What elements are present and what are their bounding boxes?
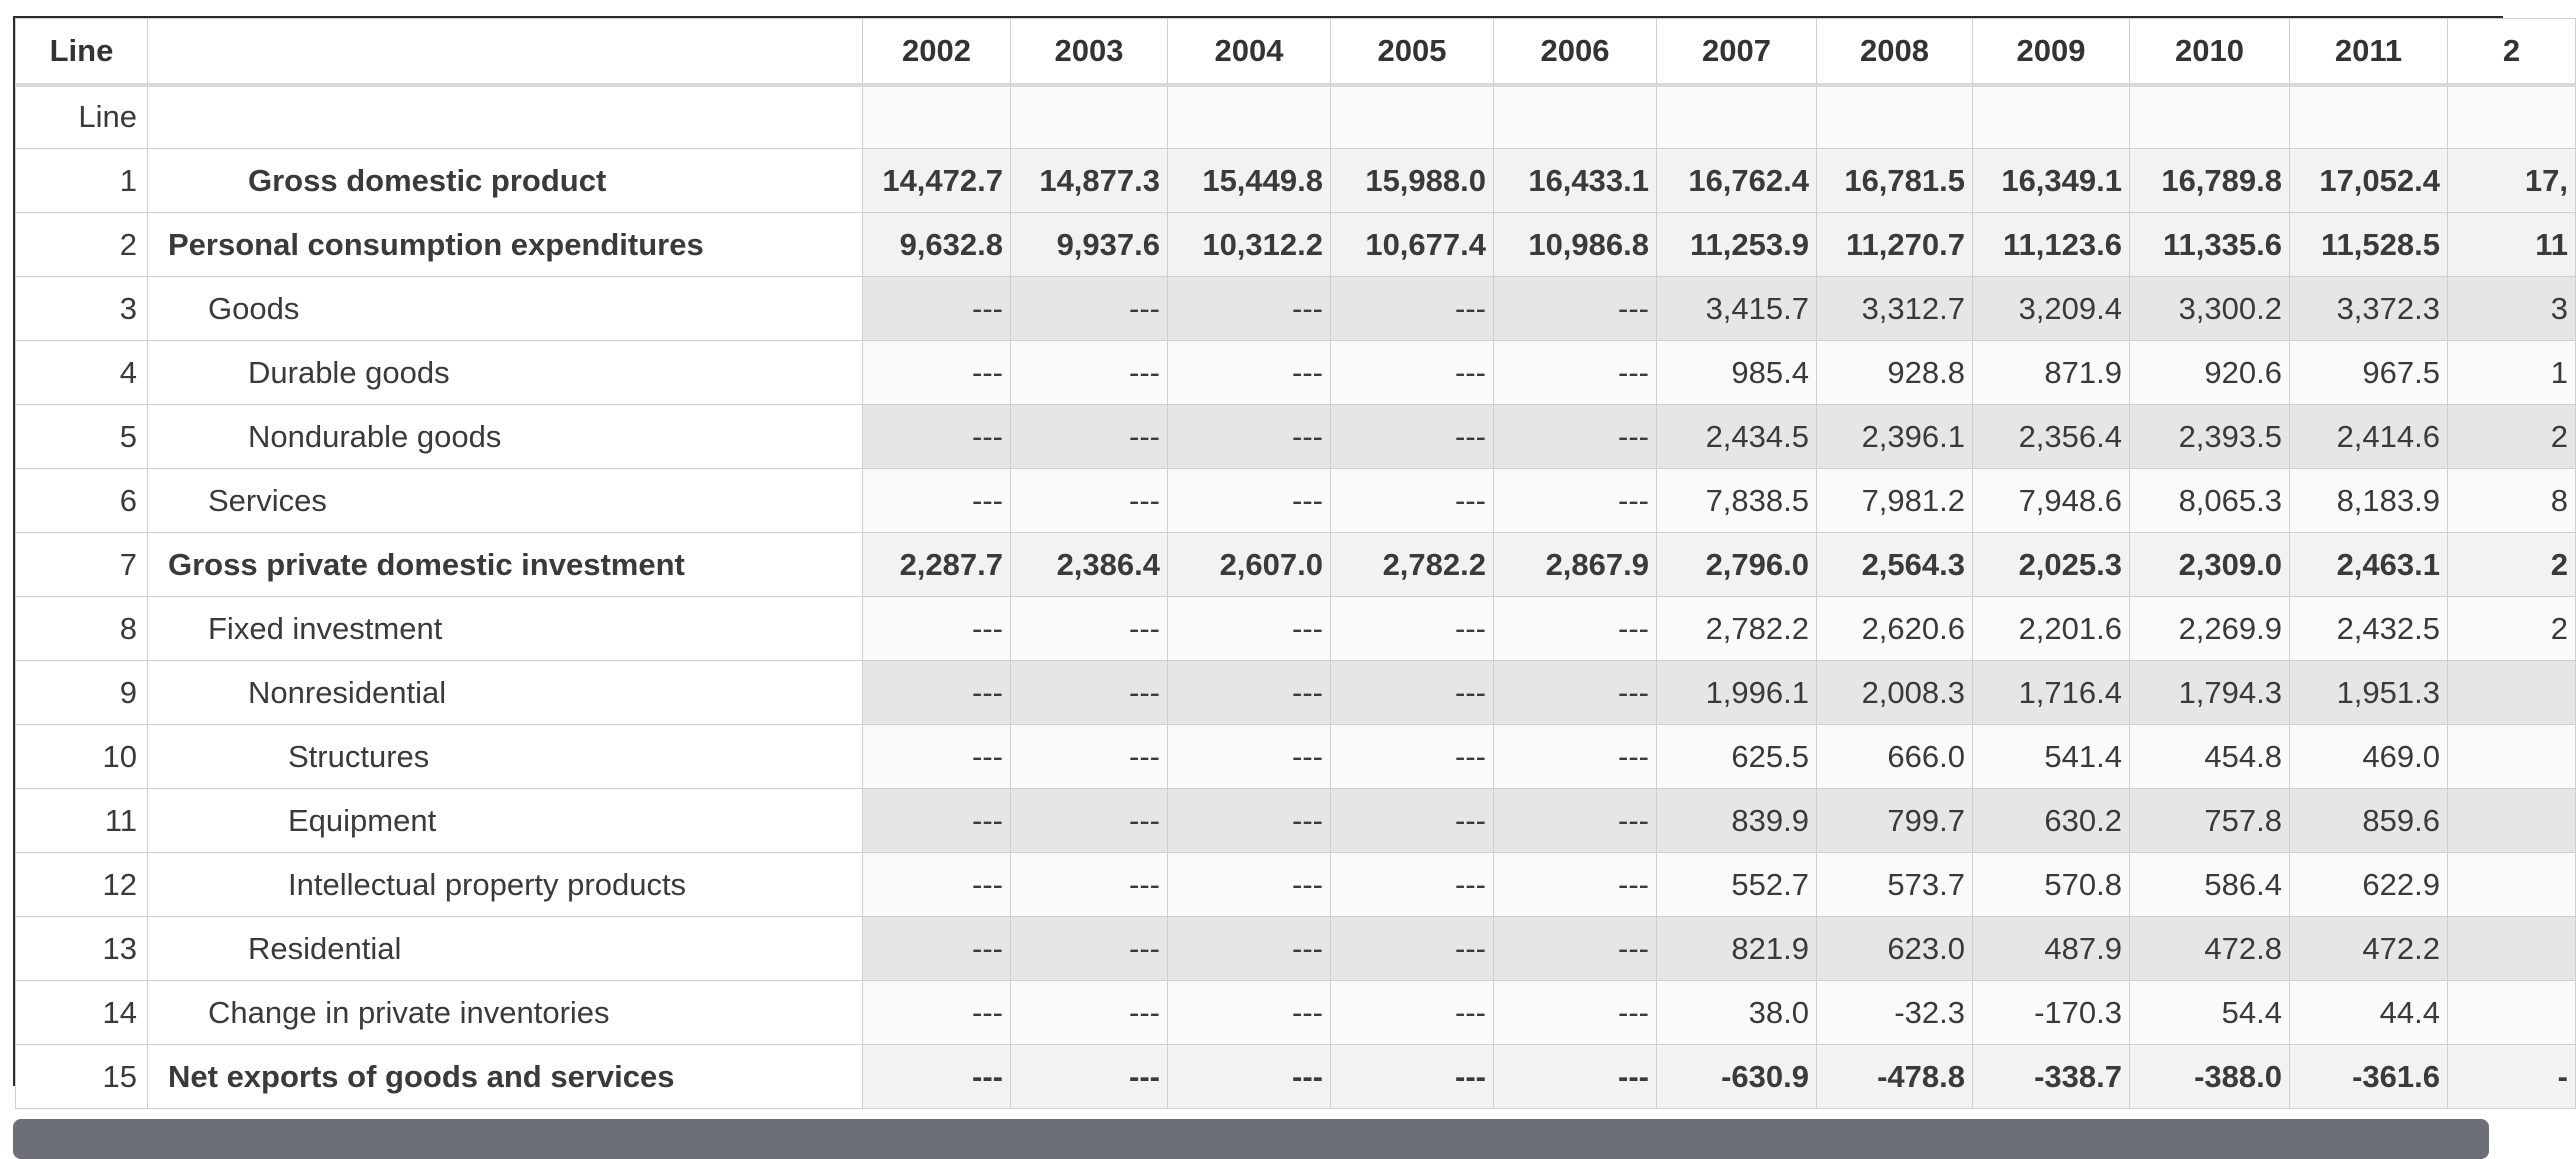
value-cell: --- [1494, 853, 1657, 917]
row-label-cell: Structures [148, 725, 863, 789]
value-cell: 472.8 [2130, 917, 2290, 981]
line-number-cell: 4 [16, 341, 148, 405]
value-cell: --- [1331, 405, 1494, 469]
value-cell: --- [1331, 853, 1494, 917]
value-cell: --- [1011, 277, 1168, 341]
line-number-cell: 12 [16, 853, 148, 917]
value-cell: 2,867.9 [1494, 533, 1657, 597]
value-cell: 1,996.1 [1657, 661, 1817, 725]
table-header [16, 19, 2576, 85]
value-cell: 2 [2448, 533, 2576, 597]
value-cell: 2,463.1 [2290, 533, 2448, 597]
value-cell: 9,937.6 [1011, 213, 1168, 277]
value-cell: 2,796.0 [1657, 533, 1817, 597]
value-cell [2448, 981, 2576, 1045]
value-cell: 8,183.9 [2290, 469, 2448, 533]
column-header-year[interactable]: 2004 [1168, 19, 1331, 85]
table-row [16, 853, 2576, 917]
value-cell: 2,386.4 [1011, 533, 1168, 597]
table-row [16, 789, 2576, 853]
table-viewport[interactable] [13, 16, 2568, 1094]
value-cell: --- [1494, 661, 1657, 725]
value-cell: --- [863, 341, 1011, 405]
column-header-description[interactable] [148, 19, 863, 85]
row-label-cell: Equipment [148, 789, 863, 853]
value-cell: -32.3 [1817, 981, 1973, 1045]
value-cell: --- [1011, 405, 1168, 469]
line-number-cell: 1 [16, 149, 148, 213]
value-cell: 757.8 [2130, 789, 2290, 853]
value-cell: 8 [2448, 469, 2576, 533]
value-cell: 2,414.6 [2290, 405, 2448, 469]
value-cell: 7,948.6 [1973, 469, 2130, 533]
table-row [16, 725, 2576, 789]
column-header-year[interactable]: 2006 [1494, 19, 1657, 85]
value-cell: 10,986.8 [1494, 213, 1657, 277]
data-table [15, 18, 2576, 1109]
value-cell: 541.4 [1973, 725, 2130, 789]
value-cell: --- [1331, 661, 1494, 725]
value-cell: 7,981.2 [1817, 469, 1973, 533]
value-cell [2448, 853, 2576, 917]
value-cell: 14,877.3 [1011, 149, 1168, 213]
value-cell [2448, 917, 2576, 981]
value-cell: --- [1011, 917, 1168, 981]
value-cell: 9,632.8 [863, 213, 1011, 277]
value-cell [2130, 85, 2290, 149]
value-cell: 1,794.3 [2130, 661, 2290, 725]
value-cell: --- [1168, 277, 1331, 341]
value-cell: --- [863, 661, 1011, 725]
row-label-cell: Gross private domestic investment [148, 533, 863, 597]
table-row [16, 1045, 2576, 1109]
horizontal-scrollbar[interactable] [13, 1119, 2489, 1159]
line-number-cell: 11 [16, 789, 148, 853]
value-cell [1973, 85, 2130, 149]
value-cell: 3,209.4 [1973, 277, 2130, 341]
column-header-year[interactable]: 2005 [1331, 19, 1494, 85]
value-cell: 54.4 [2130, 981, 2290, 1045]
value-cell: 920.6 [2130, 341, 2290, 405]
value-cell: --- [1011, 853, 1168, 917]
column-header-year[interactable]: 2007 [1657, 19, 1817, 85]
value-cell: --- [1168, 597, 1331, 661]
value-cell: --- [1331, 469, 1494, 533]
value-cell: --- [1331, 1045, 1494, 1109]
value-cell: 799.7 [1817, 789, 1973, 853]
value-cell: 17, [2448, 149, 2576, 213]
value-cell: 487.9 [1973, 917, 2130, 981]
value-cell: 928.8 [1817, 341, 1973, 405]
value-cell: --- [1011, 469, 1168, 533]
column-header-line[interactable]: Line [16, 19, 148, 85]
value-cell: --- [1494, 405, 1657, 469]
value-cell: --- [1168, 341, 1331, 405]
row-label-cell: Personal consumption expenditures [148, 213, 863, 277]
value-cell: --- [863, 1045, 1011, 1109]
value-cell: 666.0 [1817, 725, 1973, 789]
column-header-year[interactable]: 2002 [863, 19, 1011, 85]
table-row [16, 533, 2576, 597]
table-row [16, 597, 2576, 661]
line-number-cell: 13 [16, 917, 148, 981]
value-cell: 16,433.1 [1494, 149, 1657, 213]
value-cell: 2 [2448, 405, 2576, 469]
row-label-cell: Fixed investment [148, 597, 863, 661]
value-cell: 2,008.3 [1817, 661, 1973, 725]
value-cell: 11,528.5 [2290, 213, 2448, 277]
row-label-cell: Nondurable goods [148, 405, 863, 469]
value-cell: 2,396.1 [1817, 405, 1973, 469]
value-cell: --- [1168, 661, 1331, 725]
value-cell [2448, 661, 2576, 725]
value-cell: -170.3 [1973, 981, 2130, 1045]
value-cell: 3,300.2 [2130, 277, 2290, 341]
value-cell: 2,287.7 [863, 533, 1011, 597]
value-cell: --- [1168, 789, 1331, 853]
value-cell [2448, 789, 2576, 853]
row-label-cell: Services [148, 469, 863, 533]
line-number-cell: 9 [16, 661, 148, 725]
value-cell: 11,123.6 [1973, 213, 2130, 277]
value-cell: --- [1168, 981, 1331, 1045]
value-cell: --- [1168, 853, 1331, 917]
value-cell: --- [863, 981, 1011, 1045]
value-cell: 10,677.4 [1331, 213, 1494, 277]
line-number-cell: 7 [16, 533, 148, 597]
value-cell: 2,782.2 [1657, 597, 1817, 661]
value-cell: --- [1011, 1045, 1168, 1109]
value-cell: --- [1331, 789, 1494, 853]
value-cell: --- [1331, 981, 1494, 1045]
value-cell [1657, 85, 1817, 149]
value-cell: 2,607.0 [1168, 533, 1331, 597]
value-cell: 2,434.5 [1657, 405, 1817, 469]
value-cell: -630.9 [1657, 1045, 1817, 1109]
table-row [16, 469, 2576, 533]
value-cell: 630.2 [1973, 789, 2130, 853]
value-cell: 552.7 [1657, 853, 1817, 917]
value-cell [2290, 85, 2448, 149]
value-cell: --- [1011, 341, 1168, 405]
value-cell: --- [1011, 789, 1168, 853]
value-cell: 622.9 [2290, 853, 2448, 917]
row-label-cell: Nonresidential [148, 661, 863, 725]
table-row [16, 85, 2576, 149]
value-cell: -478.8 [1817, 1045, 1973, 1109]
line-number-cell: Line [16, 85, 148, 149]
value-cell: --- [1494, 341, 1657, 405]
value-cell: --- [1168, 917, 1331, 981]
value-cell: 14,472.7 [863, 149, 1011, 213]
value-cell: --- [1168, 725, 1331, 789]
value-cell: --- [1494, 277, 1657, 341]
value-cell: 1,951.3 [2290, 661, 2448, 725]
value-cell: 859.6 [2290, 789, 2448, 853]
value-cell: 44.4 [2290, 981, 2448, 1045]
line-number-cell: 10 [16, 725, 148, 789]
value-cell: 2,269.9 [2130, 597, 2290, 661]
value-cell: 586.4 [2130, 853, 2290, 917]
column-header-year[interactable]: 2009 [1973, 19, 2130, 85]
value-cell: 3,312.7 [1817, 277, 1973, 341]
value-cell: --- [1011, 981, 1168, 1045]
value-cell: 2,620.6 [1817, 597, 1973, 661]
value-cell: - [2448, 1045, 2576, 1109]
value-cell: --- [1011, 725, 1168, 789]
value-cell: 454.8 [2130, 725, 2290, 789]
value-cell: 8,065.3 [2130, 469, 2290, 533]
value-cell: 11,335.6 [2130, 213, 2290, 277]
value-cell: 1 [2448, 341, 2576, 405]
value-cell: 16,762.4 [1657, 149, 1817, 213]
table-row [16, 149, 2576, 213]
value-cell: 16,781.5 [1817, 149, 1973, 213]
header-row [16, 19, 2576, 85]
value-cell: 2,564.3 [1817, 533, 1973, 597]
value-cell: --- [1494, 1045, 1657, 1109]
value-cell: --- [1494, 917, 1657, 981]
value-cell: --- [1494, 789, 1657, 853]
line-number-cell: 5 [16, 405, 148, 469]
value-cell: 472.2 [2290, 917, 2448, 981]
value-cell [1817, 85, 1973, 149]
value-cell [2448, 725, 2576, 789]
table-body [16, 85, 2576, 1109]
line-number-cell: 14 [16, 981, 148, 1045]
value-cell [1168, 85, 1331, 149]
value-cell [1494, 85, 1657, 149]
value-cell: --- [1494, 597, 1657, 661]
value-cell: --- [1168, 469, 1331, 533]
value-cell: --- [1168, 405, 1331, 469]
row-label-cell: Change in private inventories [148, 981, 863, 1045]
row-label-cell: Net exports of goods and services [148, 1045, 863, 1109]
table-row [16, 405, 2576, 469]
value-cell: 2,025.3 [1973, 533, 2130, 597]
column-header-year[interactable]: 2003 [1011, 19, 1168, 85]
line-number-cell: 2 [16, 213, 148, 277]
value-cell: 967.5 [2290, 341, 2448, 405]
table-row [16, 917, 2576, 981]
column-header-year[interactable]: 2010 [2130, 19, 2290, 85]
value-cell: --- [1494, 981, 1657, 1045]
value-cell: --- [1494, 469, 1657, 533]
value-cell: -338.7 [1973, 1045, 2130, 1109]
value-cell: 2,309.0 [2130, 533, 2290, 597]
value-cell: --- [1168, 1045, 1331, 1109]
table-row [16, 981, 2576, 1045]
value-cell: -361.6 [2290, 1045, 2448, 1109]
value-cell: 821.9 [1657, 917, 1817, 981]
value-cell: 625.5 [1657, 725, 1817, 789]
value-cell: --- [1331, 725, 1494, 789]
value-cell: 2,201.6 [1973, 597, 2130, 661]
value-cell: --- [1011, 661, 1168, 725]
line-number-cell: 6 [16, 469, 148, 533]
value-cell: 3 [2448, 277, 2576, 341]
value-cell: 15,988.0 [1331, 149, 1494, 213]
value-cell: 2 [2448, 597, 2576, 661]
value-cell: --- [1494, 725, 1657, 789]
value-cell: 15,449.8 [1168, 149, 1331, 213]
value-cell: 16,349.1 [1973, 149, 2130, 213]
value-cell: --- [1331, 597, 1494, 661]
value-cell: 38.0 [1657, 981, 1817, 1045]
row-label-cell: Gross domestic product [148, 149, 863, 213]
value-cell: 3,372.3 [2290, 277, 2448, 341]
table-row [16, 661, 2576, 725]
value-cell: 839.9 [1657, 789, 1817, 853]
value-cell: --- [863, 725, 1011, 789]
value-cell: 11,253.9 [1657, 213, 1817, 277]
row-label-cell: Residential [148, 917, 863, 981]
table-row [16, 213, 2576, 277]
value-cell [1331, 85, 1494, 149]
value-cell: 570.8 [1973, 853, 2130, 917]
value-cell: 573.7 [1817, 853, 1973, 917]
row-label-cell: Durable goods [148, 341, 863, 405]
value-cell: 985.4 [1657, 341, 1817, 405]
value-cell: 7,838.5 [1657, 469, 1817, 533]
value-cell: --- [863, 789, 1011, 853]
value-cell [1011, 85, 1168, 149]
value-cell: 469.0 [2290, 725, 2448, 789]
value-cell: 16,789.8 [2130, 149, 2290, 213]
row-label-cell: Goods [148, 277, 863, 341]
value-cell [2448, 85, 2576, 149]
value-cell: 2,356.4 [1973, 405, 2130, 469]
line-number-cell: 15 [16, 1045, 148, 1109]
value-cell [863, 85, 1011, 149]
value-cell: --- [863, 405, 1011, 469]
value-cell: --- [863, 469, 1011, 533]
value-cell: --- [1331, 917, 1494, 981]
value-cell: 623.0 [1817, 917, 1973, 981]
value-cell: --- [1331, 341, 1494, 405]
value-cell: 871.9 [1973, 341, 2130, 405]
value-cell: --- [1331, 277, 1494, 341]
row-label-cell: Intellectual property products [148, 853, 863, 917]
value-cell: 2,393.5 [2130, 405, 2290, 469]
value-cell: -388.0 [2130, 1045, 2290, 1109]
column-header-year[interactable]: 2008 [1817, 19, 1973, 85]
row-label-cell [148, 85, 863, 149]
value-cell: --- [863, 853, 1011, 917]
value-cell: --- [863, 917, 1011, 981]
value-cell: 1,716.4 [1973, 661, 2130, 725]
column-header-year[interactable]: 2 [2448, 19, 2576, 85]
line-number-cell: 3 [16, 277, 148, 341]
table-row [16, 277, 2576, 341]
line-number-cell: 8 [16, 597, 148, 661]
value-cell: 11 [2448, 213, 2576, 277]
value-cell: --- [863, 277, 1011, 341]
column-header-year[interactable]: 2011 [2290, 19, 2448, 85]
value-cell: 2,782.2 [1331, 533, 1494, 597]
value-cell: --- [1011, 597, 1168, 661]
value-cell: 3,415.7 [1657, 277, 1817, 341]
value-cell: 11,270.7 [1817, 213, 1973, 277]
value-cell: 2,432.5 [2290, 597, 2448, 661]
value-cell: 10,312.2 [1168, 213, 1331, 277]
table-row [16, 341, 2576, 405]
value-cell: --- [863, 597, 1011, 661]
value-cell: 17,052.4 [2290, 149, 2448, 213]
